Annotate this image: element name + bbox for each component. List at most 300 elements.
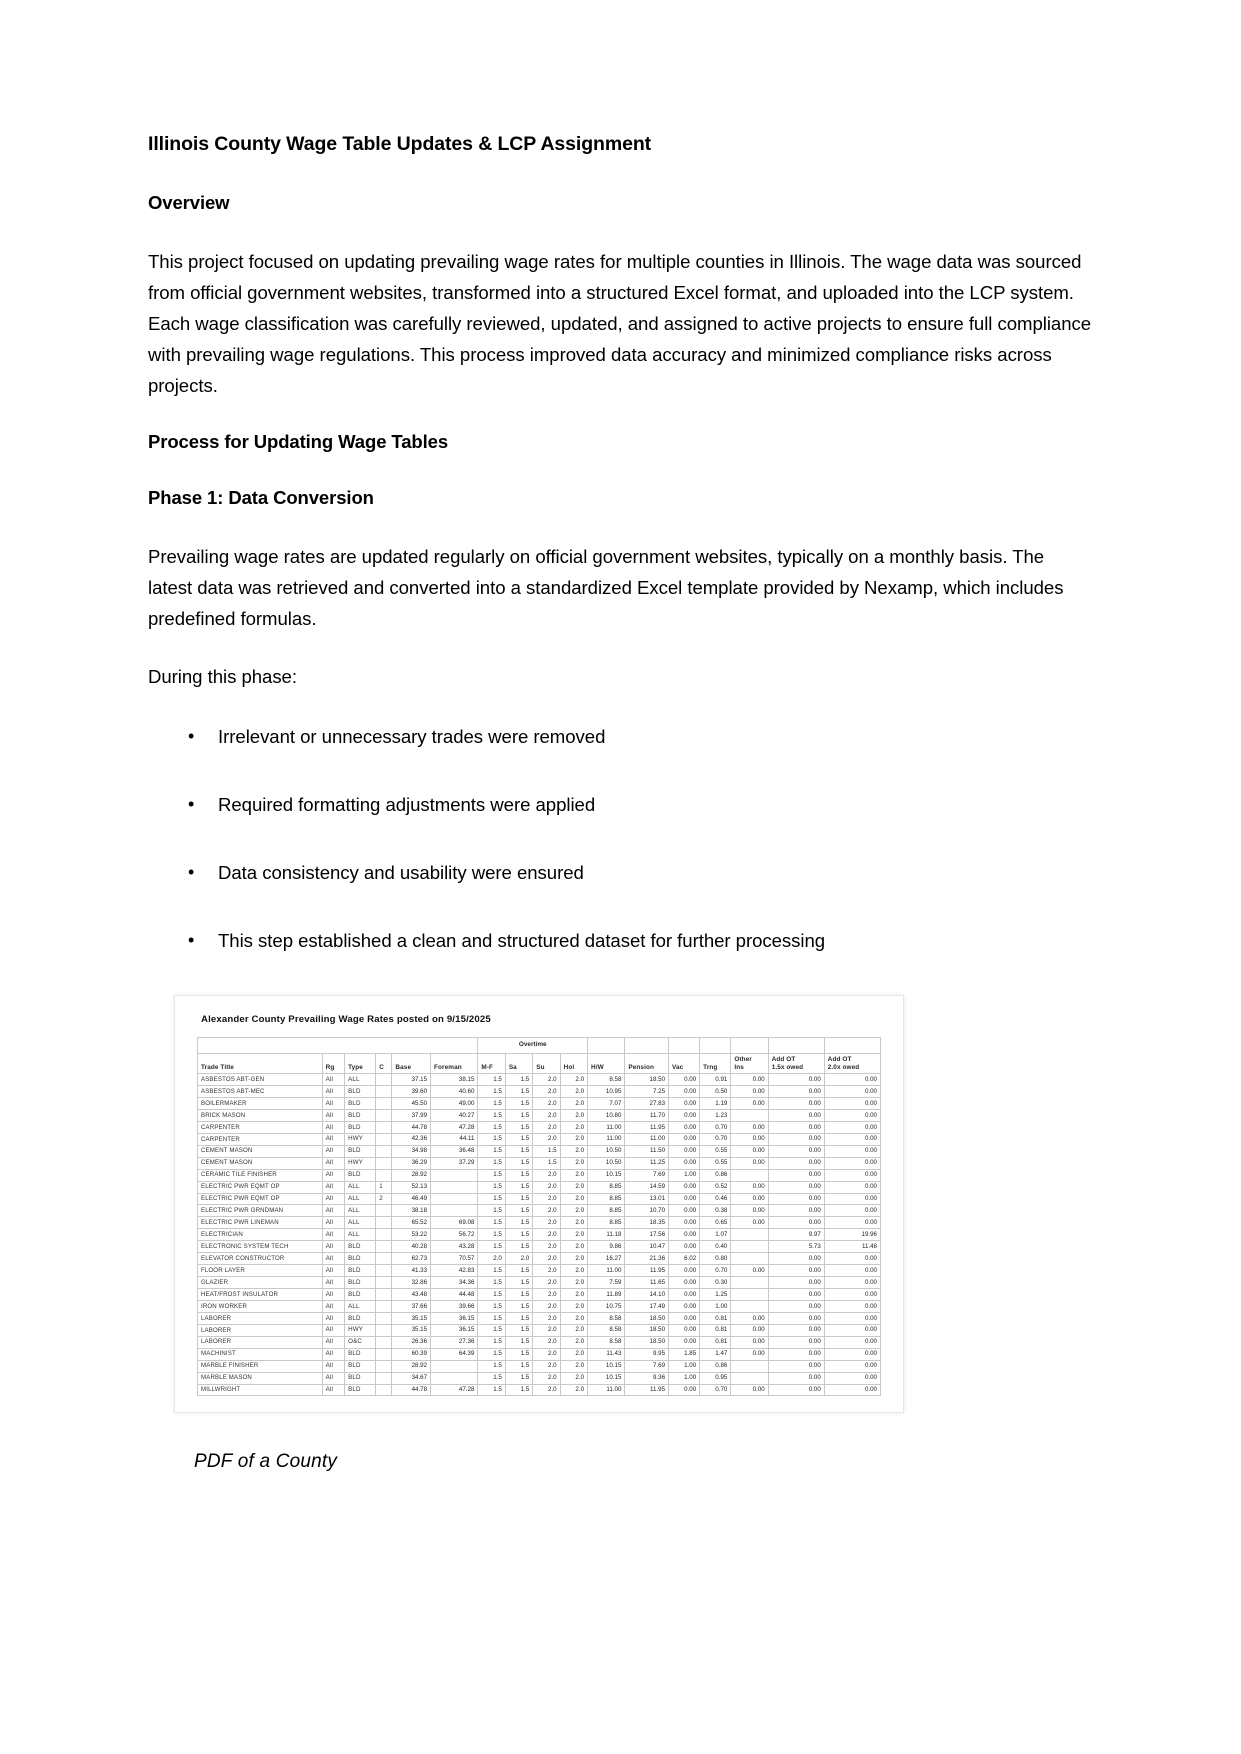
table-cell: 2.0 (560, 1336, 587, 1348)
table-cell: 11.95 (625, 1384, 669, 1396)
table-cell: 0.00 (669, 1217, 700, 1229)
table-cell: 1.5 (505, 1348, 532, 1360)
table-cell: 0.00 (731, 1265, 768, 1277)
table-row (198, 1289, 881, 1301)
table-cell: All (322, 1324, 344, 1336)
list-item-label: Irrelevant or unnecessary trades were removed (218, 726, 606, 748)
table-cell: 2.0 (560, 1121, 587, 1133)
table-cell: 0.00 (824, 1074, 880, 1086)
table-cell: LABORER (198, 1336, 323, 1348)
table-cell: 0.00 (731, 1086, 768, 1098)
table-cell: 2.0 (560, 1312, 587, 1324)
table-cell: 1.5 (505, 1289, 532, 1301)
table-row (198, 1086, 881, 1098)
table-row (198, 1360, 881, 1372)
table-cell: 1.5 (505, 1241, 532, 1253)
table-cell: 0.38 (700, 1205, 731, 1217)
list-item (148, 723, 1093, 751)
group-header-blank-ot20 (824, 1037, 880, 1053)
table-row (198, 1265, 881, 1277)
table-cell: 49.00 (431, 1098, 478, 1110)
group-header-blank-left (198, 1037, 478, 1053)
table-cell: 37.99 (392, 1109, 431, 1121)
table-cell (376, 1265, 392, 1277)
table-cell: 2.0 (560, 1265, 587, 1277)
table-cell: BLD (345, 1384, 376, 1396)
table-cell: All (322, 1193, 344, 1205)
table-cell: All (322, 1336, 344, 1348)
table-cell: 0.00 (824, 1205, 880, 1217)
table-cell: 1.5 (505, 1098, 532, 1110)
table-cell: 1 (376, 1181, 392, 1193)
table-cell: All (322, 1074, 344, 1086)
table-cell (376, 1300, 392, 1312)
table-cell: LABORER (198, 1324, 323, 1336)
table-cell: 2.0 (560, 1169, 587, 1181)
col-header-add-ot-20-line1: Add OT (827, 1055, 852, 1063)
table-cell: All (322, 1217, 344, 1229)
table-cell (731, 1277, 768, 1289)
table-cell: 2.0 (478, 1253, 505, 1265)
table-cell: 2.0 (533, 1229, 560, 1241)
table-cell: 0.00 (731, 1384, 768, 1396)
table-cell: 0.00 (669, 1074, 700, 1086)
table-cell: 38.18 (392, 1205, 431, 1217)
list-item-label: This step established a clean and structured dataset for further processing (218, 929, 826, 951)
table-cell: 0.00 (768, 1217, 824, 1229)
table-cell (376, 1217, 392, 1229)
table-cell: All (322, 1312, 344, 1324)
table-cell: 1.5 (505, 1086, 532, 1098)
table-cell: 2.0 (533, 1360, 560, 1372)
table-cell: All (322, 1360, 344, 1372)
table-cell (376, 1109, 392, 1121)
table-cell: 1.5 (478, 1121, 505, 1133)
table-cell: 0.00 (669, 1098, 700, 1110)
table-cell: BLD (345, 1109, 376, 1121)
table-cell (376, 1086, 392, 1098)
table-cell: 10.50 (588, 1145, 625, 1157)
table-cell: 36.15 (431, 1312, 478, 1324)
table-cell (376, 1312, 392, 1324)
table-cell: 2.0 (560, 1324, 587, 1336)
table-cell: 0.00 (669, 1241, 700, 1253)
table-cell: 1.5 (505, 1324, 532, 1336)
table-header-row (198, 1053, 881, 1073)
table-cell: 2.0 (533, 1312, 560, 1324)
table-cell: 10.15 (588, 1169, 625, 1181)
bullet-icon: • (188, 929, 195, 950)
heading-process: Process for Updating Wage Tables (148, 430, 449, 452)
table-cell: 1.5 (533, 1145, 560, 1157)
table-cell (376, 1121, 392, 1133)
table-cell: 11.00 (588, 1265, 625, 1277)
table-cell: 0.70 (700, 1121, 731, 1133)
table-cell: All (322, 1157, 344, 1169)
table-cell: 7.69 (625, 1360, 669, 1372)
table-cell: 2.0 (560, 1372, 587, 1384)
table-cell: 0.00 (669, 1121, 700, 1133)
table-cell: ASBESTOS ABT-MEC (198, 1086, 323, 1098)
table-cell: All (322, 1133, 344, 1145)
table-cell: 1.00 (669, 1360, 700, 1372)
table-cell: 41.33 (392, 1265, 431, 1277)
table-cell: 0.00 (731, 1121, 768, 1133)
table-cell: 0.00 (768, 1181, 824, 1193)
table-cell (376, 1384, 392, 1396)
table-cell: 1.5 (478, 1086, 505, 1098)
table-cell: 2.0 (533, 1217, 560, 1229)
table-cell: 9.95 (625, 1348, 669, 1360)
table-cell: 52.13 (392, 1181, 431, 1193)
table-cell (731, 1229, 768, 1241)
table-cell: 0.00 (669, 1193, 700, 1205)
table-cell: 2.0 (560, 1205, 587, 1217)
table-cell: 17.49 (625, 1300, 669, 1312)
page-title: Illinois County Wage Table Updates & LCP Assignment (148, 133, 652, 155)
table-row (198, 1157, 881, 1169)
table-row (198, 1074, 881, 1086)
table-cell: 0.00 (768, 1145, 824, 1157)
table-cell: 38.15 (431, 1074, 478, 1086)
table-cell: 0.00 (824, 1324, 880, 1336)
table-cell (376, 1360, 392, 1372)
table-cell: All (322, 1169, 344, 1181)
table-cell: 43.48 (392, 1289, 431, 1301)
table-cell: 14.10 (625, 1289, 669, 1301)
table-cell: 1.5 (505, 1336, 532, 1348)
table-cell: 1.5 (478, 1372, 505, 1384)
table-cell: 2.0 (533, 1277, 560, 1289)
table-cell: 0.00 (824, 1384, 880, 1396)
table-cell: HWY (345, 1157, 376, 1169)
table-cell: 45.50 (392, 1098, 431, 1110)
table-cell: 47.28 (431, 1121, 478, 1133)
table-cell: ELECTRONIC SYSTEM TECH (198, 1241, 323, 1253)
table-row (198, 1181, 881, 1193)
table-cell: 0.00 (669, 1336, 700, 1348)
table-cell: 0.50 (700, 1086, 731, 1098)
table-cell: HWY (345, 1133, 376, 1145)
table-cell: 10.70 (625, 1205, 669, 1217)
table-cell: 2.0 (533, 1289, 560, 1301)
table-cell: 11.95 (625, 1121, 669, 1133)
table-cell: 1.5 (505, 1312, 532, 1324)
table-cell: 7.69 (625, 1169, 669, 1181)
table-cell: HEAT/FROST INSULATOR (198, 1289, 323, 1301)
table-cell: All (322, 1300, 344, 1312)
table-cell: All (322, 1205, 344, 1217)
table-cell: 0.00 (768, 1205, 824, 1217)
table-cell: 0.00 (824, 1360, 880, 1372)
table-cell: 8.85 (588, 1205, 625, 1217)
table-cell: BLD (345, 1145, 376, 1157)
table-cell: 37.29 (431, 1157, 478, 1169)
table-cell: 0.70 (700, 1265, 731, 1277)
table-cell: 26.36 (392, 1336, 431, 1348)
table-cell: 0.46 (700, 1193, 731, 1205)
table-cell: 0.00 (824, 1289, 880, 1301)
col-header-c: C (376, 1053, 392, 1073)
table-cell: 1.5 (505, 1384, 532, 1396)
list-item (148, 791, 1093, 819)
table-cell: 2.0 (533, 1109, 560, 1121)
table-cell: 0.00 (768, 1372, 824, 1384)
table-cell: 1.5 (478, 1289, 505, 1301)
figure-caption: PDF of a County (194, 1451, 338, 1473)
table-cell: 0.81 (700, 1312, 731, 1324)
table-cell: BLD (345, 1372, 376, 1384)
table-cell (376, 1277, 392, 1289)
table-cell: ALL (345, 1181, 376, 1193)
table-cell: 0.86 (700, 1169, 731, 1181)
table-cell: 0.00 (768, 1384, 824, 1396)
table-cell: 11.00 (588, 1384, 625, 1396)
table-row (198, 1205, 881, 1217)
table-cell: ALL (345, 1217, 376, 1229)
table-cell: 7.07 (588, 1098, 625, 1110)
col-header-trade-title: Trade Title (198, 1053, 323, 1073)
bullet-icon: • (188, 862, 195, 882)
group-header-blank-vac (669, 1037, 700, 1053)
table-cell: 0.00 (824, 1157, 880, 1169)
table-cell: GLAZIER (198, 1277, 323, 1289)
table-cell: 1.5 (505, 1181, 532, 1193)
col-header-other-ins (731, 1053, 768, 1073)
col-header-hol: Hol (560, 1053, 587, 1073)
table-cell: 39.60 (392, 1086, 431, 1098)
table-cell: 1.5 (478, 1181, 505, 1193)
table-cell: 1.5 (478, 1324, 505, 1336)
table-cell: 8.58 (588, 1074, 625, 1086)
table-cell: 18.35 (625, 1217, 669, 1229)
table-cell: 10.15 (588, 1372, 625, 1384)
table-cell: 36.15 (431, 1324, 478, 1336)
table-cell: 0.00 (824, 1372, 880, 1384)
paragraph-phase-1: Prevailing wage rates are updated regularly on official government websites, typically on a monthly basis. The latest data was retrieved and converted into a standardized Excel template provided by Nexamp, which includes predefined formulas. (148, 545, 1064, 629)
table-cell: O&C (345, 1336, 376, 1348)
table-cell (376, 1145, 392, 1157)
col-header-type: Type (345, 1053, 376, 1073)
list-item-label: Data consistency and usability were ensured (218, 862, 584, 883)
table-cell: 0.00 (731, 1217, 768, 1229)
table-cell: 11.18 (588, 1229, 625, 1241)
table-cell: 1.5 (505, 1217, 532, 1229)
table-cell: 0.00 (669, 1300, 700, 1312)
table-cell: BLD (345, 1312, 376, 1324)
table-cell: 5.73 (768, 1241, 824, 1253)
table-cell: 2.0 (533, 1253, 560, 1265)
table-cell (731, 1253, 768, 1265)
table-cell: 35.15 (392, 1324, 431, 1336)
table-cell: 2.0 (560, 1241, 587, 1253)
table-cell: BLD (345, 1253, 376, 1265)
table-cell: 65.52 (392, 1217, 431, 1229)
col-header-add-ot-15-line1: Add OT (771, 1055, 796, 1063)
table-cell: 11.65 (625, 1277, 669, 1289)
bullet-icon: • (188, 794, 195, 815)
table-cell: 1.5 (505, 1372, 532, 1384)
table-cell: 0.86 (700, 1360, 731, 1372)
table-cell: 2.0 (560, 1300, 587, 1312)
table-cell: All (322, 1145, 344, 1157)
paragraph-overview: This project focused on updating prevailing wage rates for multiple counties in Illinois. The wage data was sourced from official government websites, transformed into a structured Excel format, and uploaded into the LCP system. Each wage classification was carefully reviewed, updated, and assigned to active projects to ensure full compliance with prevailing wage regulations. This process improved data accuracy and minimized compliance risks across projects. (148, 251, 1092, 396)
table-cell (376, 1348, 392, 1360)
bullet-list-phase-1 (148, 723, 1093, 955)
col-header-other-ins-line2: Ins (734, 1063, 744, 1071)
col-header-su: Su (533, 1053, 560, 1073)
table-cell: IRON WORKER (198, 1300, 323, 1312)
table-cell: 2.0 (533, 1241, 560, 1253)
table-row (198, 1098, 881, 1110)
table-cell: 10.47 (625, 1241, 669, 1253)
table-cell: 0.55 (700, 1145, 731, 1157)
table-cell: 0.00 (768, 1169, 824, 1181)
table-cell: 0.91 (700, 1074, 731, 1086)
table-cell: 18.50 (625, 1312, 669, 1324)
table-cell: 1.5 (478, 1348, 505, 1360)
table-cell: 0.95 (700, 1372, 731, 1384)
table-row (198, 1121, 881, 1133)
table-cell: 2.0 (560, 1181, 587, 1193)
table-cell (376, 1205, 392, 1217)
table-cell: 11.43 (588, 1348, 625, 1360)
table-cell: LABORER (198, 1312, 323, 1324)
label-during-this-phase: During this phase: (148, 666, 297, 688)
table-cell: ELECTRIC PWR LINEMAN (198, 1217, 323, 1229)
col-header-sa: Sa (505, 1053, 532, 1073)
table-cell: CEMENT MASON (198, 1145, 323, 1157)
table-cell: 0.00 (731, 1098, 768, 1110)
table-cell: 0.00 (768, 1253, 824, 1265)
table-cell (731, 1360, 768, 1372)
table-cell: All (322, 1086, 344, 1098)
table-cell: MARBLE FINISHER (198, 1360, 323, 1372)
table-cell: 1.5 (478, 1145, 505, 1157)
table-cell: 37.66 (392, 1300, 431, 1312)
table-cell: 8.85 (588, 1193, 625, 1205)
table-cell (731, 1241, 768, 1253)
table-cell: 11.89 (588, 1289, 625, 1301)
table-cell: 42.83 (431, 1265, 478, 1277)
table-cell: 2.0 (533, 1372, 560, 1384)
table-cell: 1.19 (700, 1098, 731, 1110)
table-cell (376, 1229, 392, 1241)
table-cell: 2.0 (533, 1336, 560, 1348)
table-row (198, 1348, 881, 1360)
table-cell: 16.27 (588, 1253, 625, 1265)
table-cell: 0.00 (768, 1098, 824, 1110)
table-cell: 0.00 (669, 1312, 700, 1324)
table-cell: 27.36 (431, 1336, 478, 1348)
table-cell: 10.75 (588, 1300, 625, 1312)
table-cell: 2.0 (560, 1253, 587, 1265)
table-cell: FLOOR LAYER (198, 1265, 323, 1277)
wage-rates-table (197, 1037, 881, 1397)
table-cell: 2.0 (560, 1229, 587, 1241)
table-cell: 1.5 (505, 1265, 532, 1277)
table-cell: 1.5 (478, 1265, 505, 1277)
table-cell: 0.80 (700, 1253, 731, 1265)
table-cell: 0.52 (700, 1181, 731, 1193)
table-cell: 28.92 (392, 1169, 431, 1181)
table-cell: ELECTRIC PWR EQMT OP (198, 1193, 323, 1205)
table-cell: 1.5 (505, 1074, 532, 1086)
table-cell: 2.0 (560, 1109, 587, 1121)
table-cell: 9.36 (625, 1372, 669, 1384)
table-cell: 0.00 (824, 1300, 880, 1312)
table-cell: 1.5 (478, 1300, 505, 1312)
table-cell: 40.60 (431, 1086, 478, 1098)
table-cell: 40.27 (431, 1109, 478, 1121)
table-cell: CARPENTER (198, 1121, 323, 1133)
table-cell: 13.01 (625, 1193, 669, 1205)
table-cell (431, 1360, 478, 1372)
table-cell: 11.50 (625, 1145, 669, 1157)
table-cell: 1.5 (478, 1217, 505, 1229)
table-cell: 2.0 (533, 1086, 560, 1098)
table-cell (431, 1372, 478, 1384)
group-header-blank-ot15 (768, 1037, 824, 1053)
table-cell: ASBESTOS ABT-GEN (198, 1074, 323, 1086)
table-cell: 7.25 (625, 1086, 669, 1098)
table-cell (376, 1157, 392, 1169)
table-cell: 2.0 (560, 1098, 587, 1110)
table-cell: 8.58 (588, 1336, 625, 1348)
table-cell: 0.00 (669, 1133, 700, 1145)
table-cell: 0.00 (768, 1312, 824, 1324)
col-header-pension: Pension (625, 1053, 669, 1073)
table-row (198, 1133, 881, 1145)
table-cell: 1.5 (505, 1277, 532, 1289)
group-header-blank-trng (700, 1037, 731, 1053)
table-cell: 34.67 (392, 1372, 431, 1384)
table-cell: 44.78 (392, 1384, 431, 1396)
table-cell: 1.5 (478, 1384, 505, 1396)
table-row (198, 1109, 881, 1121)
table-cell: 8.85 (588, 1217, 625, 1229)
table-cell (731, 1109, 768, 1121)
table-cell: 0.00 (768, 1157, 824, 1169)
table-cell: 44.78 (392, 1121, 431, 1133)
table-cell: 37.15 (392, 1074, 431, 1086)
col-header-vac: Vac (669, 1053, 700, 1073)
table-cell: 1.5 (478, 1098, 505, 1110)
table-cell: 27.83 (625, 1098, 669, 1110)
table-head (198, 1037, 881, 1073)
table-cell: ALL (345, 1193, 376, 1205)
table-cell: 44.11 (431, 1133, 478, 1145)
table-cell: 0.30 (700, 1277, 731, 1289)
table-cell (376, 1372, 392, 1384)
table-cell: 2.0 (533, 1205, 560, 1217)
table-cell: 9.86 (588, 1241, 625, 1253)
table-cell: 2.0 (533, 1324, 560, 1336)
table-cell (376, 1336, 392, 1348)
table-cell (376, 1098, 392, 1110)
table-cell: 1.23 (700, 1109, 731, 1121)
table-cell: 0.00 (768, 1289, 824, 1301)
table-cell: ELEVATOR CONSTRUCTOR (198, 1253, 323, 1265)
table-cell: 2.0 (560, 1384, 587, 1396)
table-cell: 0.00 (669, 1086, 700, 1098)
table-cell: 46.49 (392, 1193, 431, 1205)
table-cell: 62.73 (392, 1253, 431, 1265)
table-cell: 32.86 (392, 1277, 431, 1289)
table-cell: 1.85 (669, 1348, 700, 1360)
table-cell: 9.97 (768, 1229, 824, 1241)
table-cell: 0.00 (768, 1086, 824, 1098)
